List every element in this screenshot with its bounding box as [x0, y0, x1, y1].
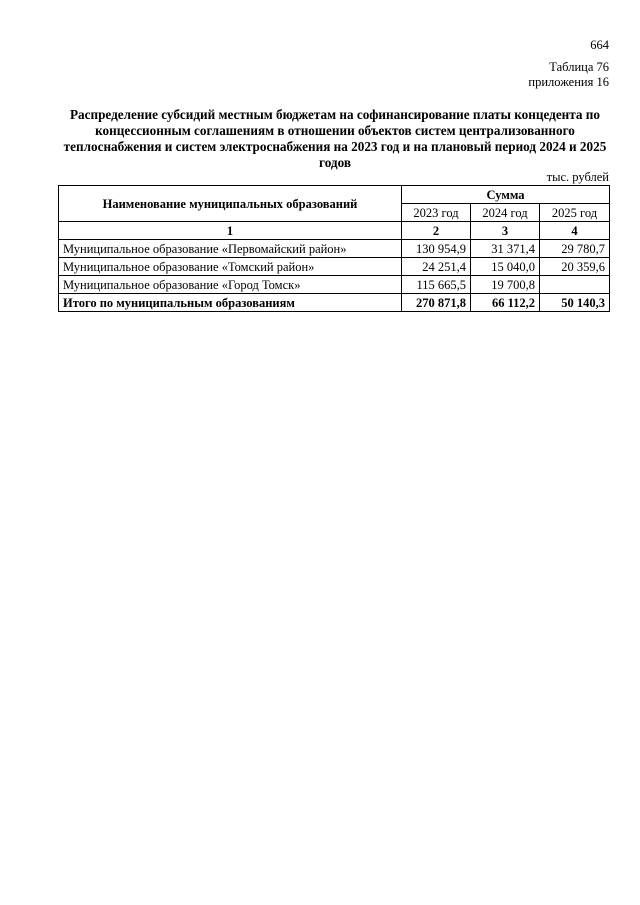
table-row [59, 276, 610, 294]
units-label: тыс. рублей [546, 170, 609, 184]
total-label-cell: Итого по муниципальным образованиям [59, 294, 402, 312]
index-cell: 2 [402, 222, 471, 240]
value-2024-cell: 15 040,0 [471, 258, 540, 276]
table-row [59, 240, 610, 258]
document-title: Распределение субсидий местным бюджетам на софинансирование платы концедента по концессионным соглашениям в отношении объектов систем централизованного теплоснабжения и систем электроснабжения на 2023 год и на плановый период 2024 и 2025 годов [63, 107, 607, 170]
value-2023-cell: 24 251,4 [402, 258, 471, 276]
table-row [59, 258, 610, 276]
value-2024-cell: 19 700,8 [471, 276, 540, 294]
table-reference [528, 60, 609, 90]
column-header-year-2024: 2024 год [471, 204, 540, 222]
index-cell: 1 [59, 222, 402, 240]
column-header-sum: Сумма [402, 186, 610, 204]
index-cell: 3 [471, 222, 540, 240]
total-2024-cell: 66 112,2 [471, 294, 540, 312]
appendix-label: приложения 16 [528, 75, 609, 89]
municipality-name-cell: Муниципальное образование «Первомайский район» [59, 240, 402, 258]
table-label: Таблица 76 [549, 60, 609, 74]
value-2023-cell: 115 665,5 [402, 276, 471, 294]
column-header-year-2023: 2023 год [402, 204, 471, 222]
subsidy-table [58, 185, 610, 312]
municipality-name-cell: Муниципальное образование «Город Томск» [59, 276, 402, 294]
total-2025-cell: 50 140,3 [540, 294, 610, 312]
index-cell: 4 [540, 222, 610, 240]
header-row-1 [59, 186, 610, 204]
column-header-year-2025: 2025 год [540, 204, 610, 222]
value-2025-cell [540, 276, 610, 294]
total-row [59, 294, 610, 312]
value-2024-cell: 31 371,4 [471, 240, 540, 258]
column-header-name: Наименование муниципальных образований [59, 186, 402, 222]
total-2023-cell: 270 871,8 [402, 294, 471, 312]
value-2025-cell: 29 780,7 [540, 240, 610, 258]
page-number: 664 [590, 38, 609, 52]
value-2025-cell: 20 359,6 [540, 258, 610, 276]
index-row [59, 222, 610, 240]
value-2023-cell: 130 954,9 [402, 240, 471, 258]
municipality-name-cell: Муниципальное образование «Томский район» [59, 258, 402, 276]
